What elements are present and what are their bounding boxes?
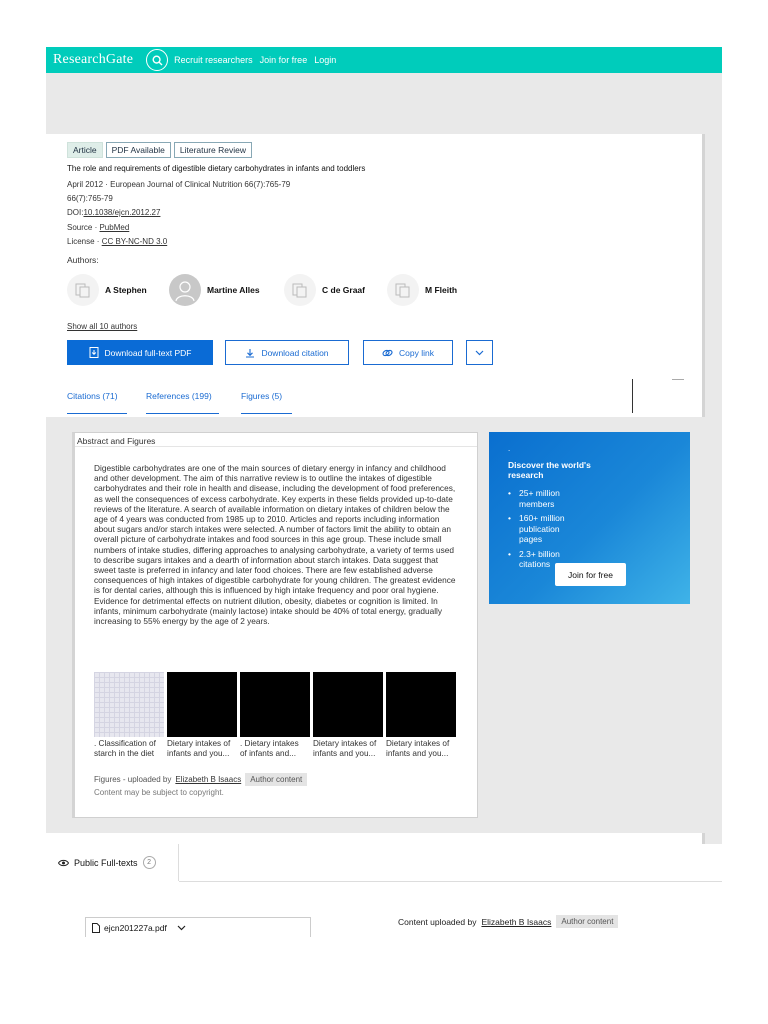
author-martine-alles[interactable]: [169, 274, 260, 306]
author-content-badge: Author content: [556, 915, 618, 928]
author-m-fleith[interactable]: [387, 274, 457, 306]
caption-line: infants and you...: [167, 749, 230, 758]
article-title: The role and requirements of digestible dietary carbohydrates in infants and toddlers: [67, 164, 366, 173]
caption-line: . Classification of: [94, 739, 156, 748]
uploaded-by-label: Content uploaded by: [398, 916, 477, 927]
tab-public-fulltexts[interactable]: [46, 844, 179, 881]
figure-thumbnail-2[interactable]: [167, 672, 237, 737]
caption-line: Dietary intakes of: [313, 739, 377, 748]
avatar-person-icon: [169, 274, 201, 306]
authors-label: Authors:: [67, 255, 99, 265]
divider-line: [672, 379, 684, 380]
download-pdf-label: Download full-text PDF: [104, 347, 192, 358]
article-tags: [67, 142, 252, 158]
figure-caption-1[interactable]: [94, 739, 166, 759]
fulltexts-tab-label: Public Full-texts: [74, 857, 138, 868]
section-tabs: [46, 383, 705, 413]
author-name: A Stephen: [105, 285, 147, 295]
source-label: Source ·: [67, 223, 100, 232]
caption-line: starch in the diet: [94, 749, 155, 758]
chevron-down-icon: [475, 350, 484, 356]
promo-stat: • 2.3+ billion citations: [508, 549, 578, 570]
author-name: Martine Alles: [207, 285, 260, 295]
figure-thumbnail-1[interactable]: [94, 672, 164, 737]
caption-line: . Dietary intakes: [240, 739, 299, 748]
download-icon: [245, 348, 255, 358]
tab-citations[interactable]: Citations (71): [67, 391, 127, 414]
article-source-row: [67, 223, 129, 232]
tab-references[interactable]: References (199): [146, 391, 219, 414]
ad-banner-area: [46, 73, 722, 135]
promo-heading: Discover the world's research: [508, 460, 591, 480]
tag-pdf-available: PDF Available: [106, 142, 171, 158]
copy-link-label: Copy link: [399, 347, 434, 358]
page-frame: [46, 47, 722, 937]
promo-join-button[interactable]: Join for free: [555, 563, 626, 586]
copyright-note: Content may be subject to copyright.: [94, 788, 224, 797]
author-a-stephen[interactable]: [67, 274, 147, 306]
uploader-link[interactable]: Elizabeth B Isaacs: [175, 775, 242, 784]
promo-stat: • 25+ million members: [508, 488, 578, 509]
figure-thumbnail-3[interactable]: [240, 672, 310, 737]
content-uploaded-by: [398, 915, 618, 928]
nav-login[interactable]: Login: [314, 55, 337, 65]
caption-line: infants and you...: [313, 749, 376, 758]
promo-stat: • 160+ million publication pages: [508, 513, 578, 545]
pdf-file-select[interactable]: [85, 917, 311, 937]
researchgate-logo[interactable]: ResearchGate: [53, 52, 134, 67]
divider-line: [179, 881, 722, 882]
doi-label: DOI:: [67, 208, 84, 217]
fulltexts-section: [46, 844, 722, 937]
fulltexts-count-badge: 2: [143, 856, 156, 869]
more-actions-button[interactable]: [466, 340, 493, 365]
tab-figures[interactable]: Figures (5): [241, 391, 292, 414]
uploader-link[interactable]: Elizabeth B Isaacs: [481, 916, 552, 927]
file-icon: [92, 923, 100, 933]
top-navbar: [46, 47, 722, 73]
discover-research-promo: [489, 432, 690, 604]
right-gutter: [705, 134, 722, 876]
figure-caption-4[interactable]: [313, 739, 385, 759]
nav-join-for-free[interactable]: Join for free: [259, 55, 308, 65]
tag-article: Article: [67, 142, 103, 158]
download-citation-label: Download citation: [261, 347, 329, 358]
article-license-row: [67, 237, 167, 246]
figure-thumbnail-5[interactable]: [386, 672, 456, 737]
pdf-file-icon: [89, 347, 99, 358]
abstract-panel: [72, 432, 478, 818]
author-name: M Fleith: [425, 285, 458, 295]
tag-literature-review: Literature Review: [174, 142, 252, 158]
promo-stats-list: [508, 488, 578, 574]
figures-credit-label: Figures - uploaded by: [94, 775, 172, 784]
article-doi-row: [67, 208, 160, 217]
link-icon: [382, 348, 393, 358]
promo-dot: .: [508, 444, 511, 453]
caption-line: Dietary intakes of: [167, 739, 231, 748]
nav-recruit-researchers[interactable]: Recruit researchers: [174, 55, 253, 65]
license-link[interactable]: CC BY-NC-ND 3.0: [101, 237, 168, 246]
search-icon[interactable]: [146, 49, 168, 71]
source-link[interactable]: PubMed: [99, 223, 130, 232]
figure-caption-2[interactable]: [167, 739, 239, 759]
avatar-placeholder-icon: [67, 274, 99, 306]
eye-icon: [58, 859, 69, 867]
author-name: C de Graaf: [322, 285, 365, 295]
caption-line: of infants and...: [240, 749, 296, 758]
show-all-authors-link[interactable]: Show all 10 authors: [67, 322, 138, 331]
divider-line: [632, 379, 633, 413]
download-pdf-button[interactable]: [67, 340, 213, 365]
abstract-heading: Abstract and Figures: [75, 433, 477, 447]
avatar-placeholder-icon: [284, 274, 316, 306]
author-c-de-graaf[interactable]: [284, 274, 365, 306]
copy-link-button[interactable]: [363, 340, 453, 365]
figures-credit: [94, 773, 307, 786]
doi-link[interactable]: 10.1038/ejcn.2012.27: [83, 208, 161, 217]
figure-thumbnail-4[interactable]: [313, 672, 383, 737]
chevron-down-icon: [177, 925, 186, 931]
article-pages: 66(7):765-79: [67, 194, 113, 203]
pdf-file-name: ejcn201227a.pdf: [104, 923, 167, 933]
figure-caption-3[interactable]: [240, 739, 312, 759]
article-card: [46, 134, 705, 876]
download-citation-button[interactable]: [225, 340, 349, 365]
article-date-journal: April 2012 · European Journal of Clinical Nutrition 66(7):765-79: [67, 180, 291, 189]
caption-line: infants and you...: [386, 749, 449, 758]
license-label: License ·: [67, 237, 102, 246]
abstract-text: Digestible carbohydrates are one of the main sources of dietary energy in infancy and childhood and other development. The aim of this narrative review is to outline the intakes of digestible carbohydrates and their role in health and disease, including the development of food preferences, as well the consequences of excess carbohydrate. Key experts in these fields provided up-to-date reviews of the literature. A search of available information on dietary intakes of children below the age of 4 years was conducted from 1985 up to 2010. Articles and reports including information about sugars and/or starch intakes were selected. A number of factors limit the ability to obtain an overall picture of carbohydrate intakes and food sources in this age group. These include small numbers of intake studies, differing approaches to analysing carbohydrate, a variety of terms used to describe sugars intakes and a dearth of information about starch intakes. Data suggest that sweet taste is preferred in infancy and later food choices. There are few established adverse consequences of high intakes of digestible carbohydrate for young children. The greatest evidence is for dental caries, although this is influenced by high intake frequency and poor oral hygiene. Evidence for detrimental effects on nutrient dilution, obesity, diabetes or cognition is limited. In infants, minimum carbohydrate (mainly lactose) intake should be 40% of total energy, gradually increasing to 55% energy by the age of 2 years.: [94, 463, 456, 627]
caption-line: Dietary intakes of: [386, 739, 450, 748]
figure-caption-5[interactable]: [386, 739, 458, 759]
author-content-badge: Author content: [245, 773, 307, 786]
avatar-placeholder-icon: [387, 274, 419, 306]
